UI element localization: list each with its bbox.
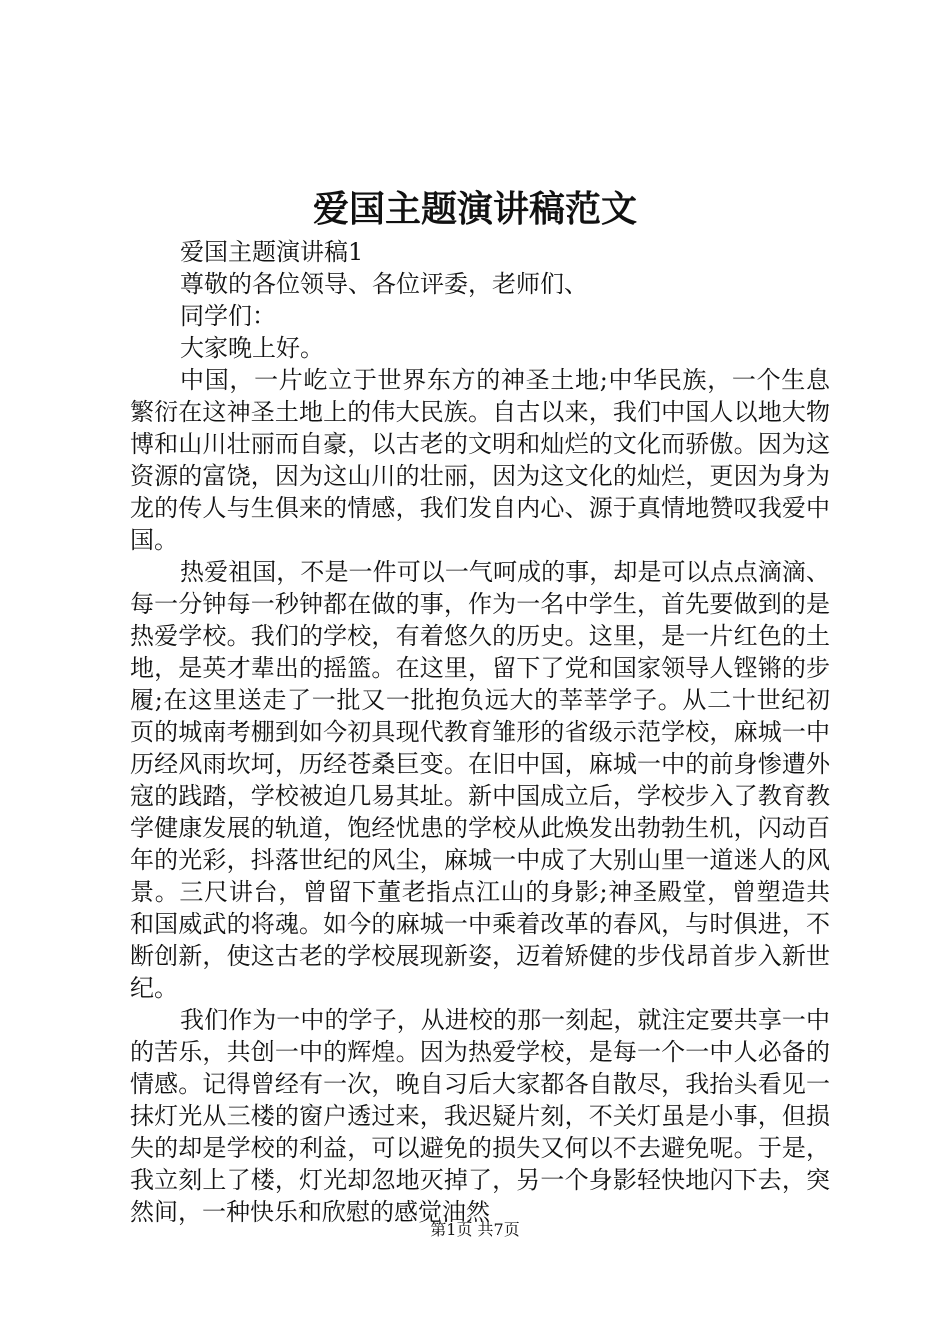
- document-body: [130, 236, 830, 1228]
- paragraph: 我们作为一中的学子，从进校的那一刻起，就注定要共享一中的苦乐，共创一中的辉煌。因为热爱学校，是每一个一中人必备的情感。记得曾经有一次，晚自习后大家都各自散尽，我抬头看见一抹灯光从三楼的窗户透过来，我迟疑片刻，不关灯虽是小事，但损失的却是学校的利益，可以避免的损失又何以不去避免呢。于是，我立刻上了楼，灯光却忽地灭掉了，另一个身影轻快地闪下去，突然间，一种快乐和欣慰的感觉油然: [130, 1006, 830, 1226]
- paragraph: 中国，一片屹立于世界东方的神圣土地;中华民族，一个生息繁衍在这神圣土地上的伟大民族。自古以来，我们中国人以地大物博和山川壮丽而自豪，以古老的文明和灿烂的文化而骄傲。因为这资源的富饶，因为这山川的壮丽，因为这文化的灿烂，更因为身为龙的传人与生俱来的情感，我们发自内心、源于真情地赞叹我爱中国。: [130, 366, 830, 554]
- paragraph: 大家晚上好。: [180, 334, 324, 362]
- page-footer: 第1页 共7页: [430, 1220, 520, 1239]
- paragraph: 爱国主题演讲稿1: [180, 238, 364, 266]
- paragraph: 尊敬的各位领导、各位评委，老师们、: [180, 270, 588, 298]
- paragraph: 同学们：: [180, 302, 276, 330]
- paragraph: 热爱祖国，不是一件可以一气呵成的事，却是可以点点滴滴、每一分钟每一秒钟都在做的事，作为一名中学生，首先要做到的是热爱学校。我们的学校，有着悠久的历史。这里，是一片红色的土地，是英才辈出的摇篮。在这里，留下了党和国家领导人铿锵的步履;在这里送走了一批又一批抱负远大的莘莘学子。从二十世纪初页的城南考棚到如今初具现代教育雏形的省级示范学校，麻城一中历经风雨坎坷，历经苍桑巨变。在旧中国，麻城一中的前身惨遭外寇的践踏，学校被迫几易其址。新中国成立后，学校步入了教育教学健康发展的轨道，饱经忧患的学校从此焕发出勃勃生机，闪动百年的光彩，抖落世纪的风尘，麻城一中成了大别山里一道迷人的风景。三尺讲台，曾留下董老指点江山的身影;神圣殿堂，曾塑造共和国威武的将魂。如今的麻城一中乘着改革的春风，与时俱进，不断创新，使这古老的学校展现新姿，迈着矫健的步伐昂首步入新世纪。: [130, 558, 830, 1002]
- document-title: 爱国主题演讲稿范文: [312, 188, 637, 230]
